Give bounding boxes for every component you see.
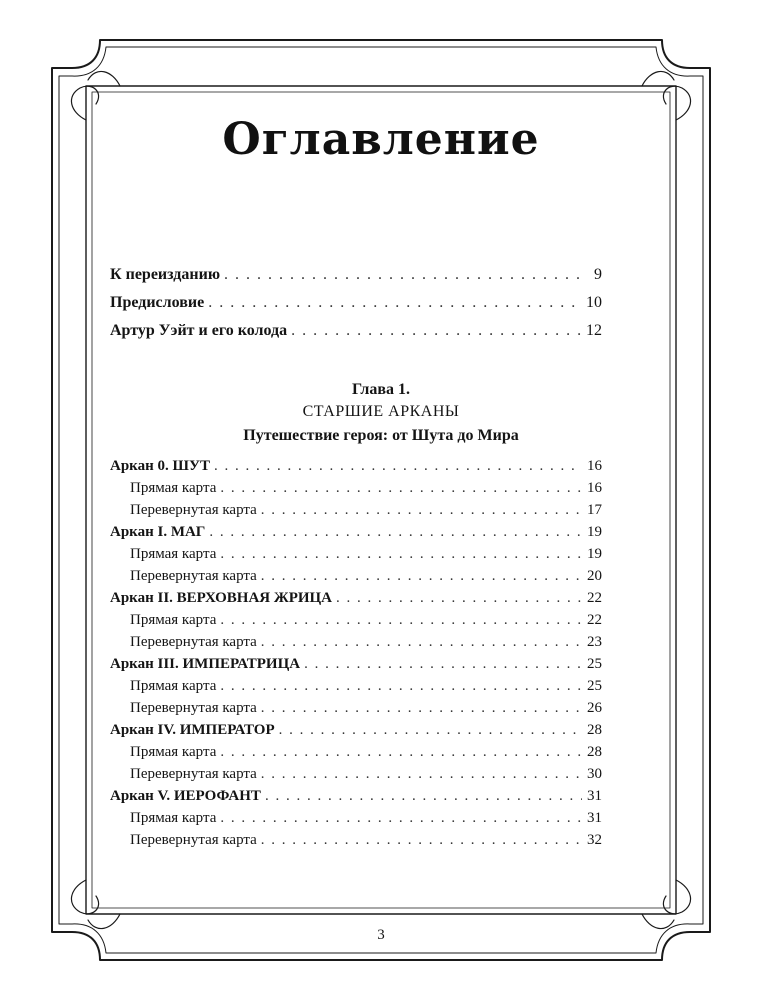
- toc-page-number: 23: [587, 634, 602, 650]
- toc-entry-label: Аркан III. ИМПЕРАТРИЦА: [110, 656, 301, 672]
- toc-subentry: [110, 568, 602, 590]
- toc-page-number: 19: [587, 524, 602, 540]
- toc-subentry: [110, 678, 602, 700]
- toc-entry-label: Прямая карта: [130, 612, 217, 628]
- dot-leader: [220, 810, 582, 827]
- toc-page-number: 31: [587, 810, 602, 826]
- toc-entry: [110, 266, 602, 294]
- toc-entry-label: Перевернутая карта: [130, 766, 257, 782]
- toc-page-number: 9: [594, 266, 602, 283]
- toc-entry-label: Аркан II. ВЕРХОВНАЯ ЖРИЦА: [110, 590, 333, 606]
- toc-page-number: 16: [587, 480, 602, 496]
- toc-page-number: 30: [587, 766, 602, 782]
- toc-entry: [110, 322, 602, 350]
- toc-entry-label: Аркан I. МАГ: [110, 524, 206, 540]
- toc-entry: [110, 458, 602, 480]
- dot-leader: [261, 832, 582, 849]
- chapter-entries-list: [110, 458, 602, 854]
- dot-leader: [214, 458, 582, 475]
- toc-subentry: [110, 744, 602, 766]
- toc-page-number: 25: [587, 656, 602, 672]
- toc-entry-label: Прямая карта: [130, 546, 217, 562]
- toc-subentry: [110, 546, 602, 568]
- toc-entry-label: Прямая карта: [130, 678, 217, 694]
- toc-entry-label: Аркан 0. ШУТ: [110, 458, 210, 474]
- dot-leader: [261, 700, 582, 717]
- toc-entry-label: Аркан IV. ИМПЕРАТОР: [110, 722, 275, 738]
- dot-leader: [220, 480, 582, 497]
- toc-subentry: [110, 810, 602, 832]
- toc-subentry: [110, 700, 602, 722]
- dot-leader: [220, 744, 582, 761]
- page-number: 3: [377, 927, 385, 943]
- toc-page-number: 22: [587, 590, 602, 606]
- toc-page-number: 12: [586, 322, 602, 339]
- toc-subentry: [110, 766, 602, 788]
- dot-leader: [209, 524, 582, 541]
- toc-page-number: 20: [587, 568, 602, 584]
- toc-subentry: [110, 480, 602, 502]
- toc-entry-label: Артур Уэйт и его колода: [110, 322, 288, 339]
- toc-page-number: 28: [587, 722, 602, 738]
- toc-subentry: [110, 634, 602, 656]
- toc-entry-label: Перевернутая карта: [130, 634, 257, 650]
- chapter-number: Глава 1.: [352, 381, 410, 398]
- dot-leader: [208, 294, 582, 312]
- toc-entry-label: Перевернутая карта: [130, 832, 257, 848]
- toc-entry-label: Предисловие: [110, 294, 205, 311]
- toc-page-number: 17: [587, 502, 602, 518]
- toc-entry-label: Прямая карта: [130, 744, 217, 760]
- toc-entry-label: Прямая карта: [130, 810, 217, 826]
- toc-entry-label: Прямая карта: [130, 480, 217, 496]
- dot-leader: [261, 502, 582, 519]
- toc-page-number: 26: [587, 700, 602, 716]
- toc-page-number: 22: [587, 612, 602, 628]
- toc-entry: [110, 656, 602, 678]
- dot-leader: [279, 722, 582, 739]
- dot-leader: [304, 656, 582, 673]
- toc-entry-label: Перевернутая карта: [130, 502, 257, 518]
- toc-page-number: 16: [587, 458, 602, 474]
- front-matter-list: [110, 266, 602, 350]
- dot-leader: [291, 322, 582, 340]
- toc-entry: [110, 722, 602, 744]
- chapter-name: СТАРШИЕ АРКАНЫ: [302, 403, 460, 420]
- toc-entry: [110, 294, 602, 322]
- toc-entry: [110, 524, 602, 546]
- toc-page-number: 32: [587, 832, 602, 848]
- dot-leader: [220, 546, 582, 563]
- page-title: Оглавление: [222, 114, 540, 165]
- dot-leader: [220, 612, 582, 629]
- toc-page-number: 10: [586, 294, 602, 311]
- dot-leader: [261, 766, 582, 783]
- toc-entry-label: Перевернутая карта: [130, 568, 257, 584]
- toc-page-number: 28: [587, 744, 602, 760]
- dot-leader: [261, 568, 582, 585]
- dot-leader: [261, 634, 582, 651]
- dot-leader: [224, 266, 582, 284]
- toc-entry: [110, 590, 602, 612]
- toc-page-number: 31: [587, 788, 602, 804]
- toc-subentry: [110, 612, 602, 634]
- dot-leader: [265, 788, 582, 805]
- toc-entry-label: Перевернутая карта: [130, 700, 257, 716]
- chapter-subtitle: Путешествие героя: от Шута до Мира: [243, 427, 519, 444]
- toc-page-number: 25: [587, 678, 602, 694]
- toc-entry-label: К переизданию: [110, 266, 221, 283]
- toc-subentry: [110, 832, 602, 854]
- toc-entry: [110, 788, 602, 810]
- dot-leader: [336, 590, 582, 607]
- toc-page-number: 19: [587, 546, 602, 562]
- toc-entry-label: Аркан V. ИЕРОФАНТ: [110, 788, 261, 804]
- dot-leader: [220, 678, 582, 695]
- toc-subentry: [110, 502, 602, 524]
